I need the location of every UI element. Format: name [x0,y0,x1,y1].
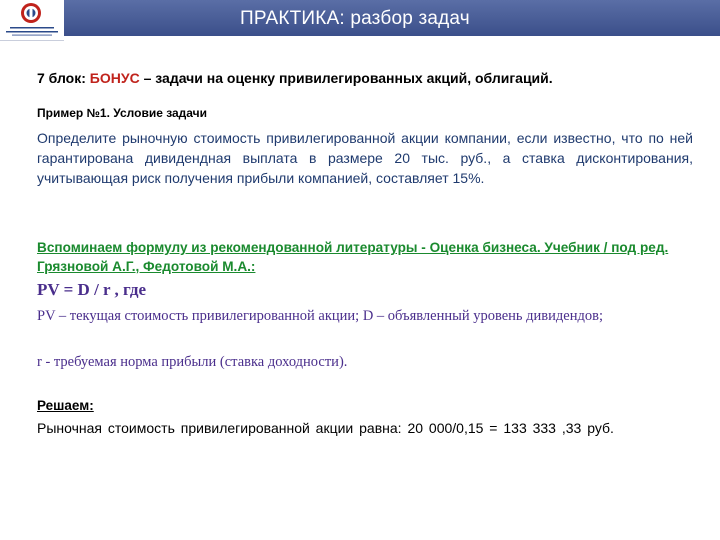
definition-pv: PV – текущая стоимость привилегированной акции; D – объявленный уровень дивидендов; [37,308,603,324]
bonus-label: БОНУС [89,70,140,86]
block-heading [37,70,553,86]
block-description: – задачи на оценку привилегированных акций, облигаций. [139,70,553,86]
block-prefix: 7 блок: [37,70,90,86]
logo [0,0,64,41]
solution-text: Рыночная стоимость привилегированной акции равна: 20 000/0,15 = 133 333 ,33 руб. [37,420,614,436]
example-title: Пример №1. Условие задачи [37,106,208,120]
page-title: ПРАКТИКА: разбор задач [240,8,470,29]
solution-heading: Решаем: [37,398,94,413]
problem-condition: Определите рыночную стоимость привилегированной акции компании, если известно, что по ней гарантирована дивидендная выплата в размере 20 тыс. руб., а ставка дисконтирования, учитывающая риск получения прибыли компанией, составляет 15%. [37,130,693,186]
formula: PV = D / r , где [37,280,147,299]
literature-reference: Вспоминаем формулу из рекомендованной литературы - Оценка бизнеса. Учебник / под ред. Грязновой А.Г., Федотовой М.А.: [37,240,669,274]
header-bar [0,0,720,36]
university-emblem-icon [20,2,42,24]
definition-r: r - требуемая норма прибыли (ставка доходности). [37,354,348,370]
logo-caption-lines [4,25,60,37]
